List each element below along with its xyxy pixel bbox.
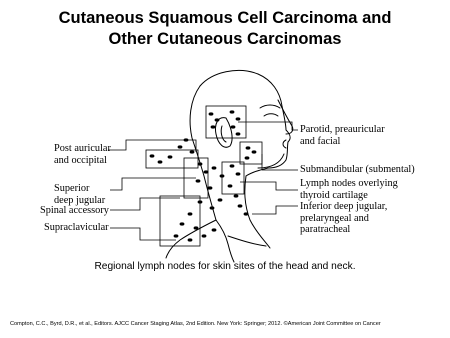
node (244, 212, 249, 215)
label-inferior-deep-jugular: Inferior deep jugular, prelaryngeal and paratracheal (300, 201, 388, 235)
node (236, 132, 241, 135)
node (252, 150, 257, 153)
node (210, 206, 215, 209)
title-line-2: Other Cutaneous Carcinomas (108, 30, 342, 48)
leader-spinal (110, 198, 180, 210)
node (188, 212, 193, 215)
node (234, 194, 239, 197)
node (230, 110, 235, 113)
label-post-auricular: Post auricular and occipital (54, 143, 111, 166)
clavicle (228, 236, 266, 246)
title-line-1: Cutaneous Squamous Cell Carcinoma and (58, 9, 392, 27)
node (211, 125, 216, 128)
node (246, 146, 251, 149)
figure-caption: Regional lymph nodes for skin sites of the head and neck. (94, 261, 356, 272)
node (178, 145, 183, 148)
lips (283, 140, 286, 148)
label-parotid: Parotid, preauricular and facial (300, 124, 385, 147)
node (150, 154, 155, 157)
node (230, 164, 235, 167)
box-submandibular (240, 142, 262, 164)
node (209, 112, 214, 115)
node (168, 155, 173, 158)
eyebrow (260, 105, 280, 108)
label-superior-deep-jugular: Superior deep jugular (54, 183, 106, 206)
node (158, 160, 163, 163)
ear (215, 118, 232, 148)
node (196, 179, 201, 182)
node (238, 204, 243, 207)
leader-lines (108, 106, 298, 246)
node (212, 166, 217, 169)
leader-supraclavicular (110, 228, 176, 240)
label-thyroid: Lymph nodes overlying thyroid cartilage (300, 178, 398, 201)
leader-thyroid (240, 182, 298, 190)
label-supraclavicular: Supraclavicular (44, 222, 109, 233)
node (180, 222, 185, 225)
node (194, 226, 199, 229)
head-outline (200, 70, 290, 176)
eye (264, 114, 278, 116)
label-submandibular: Submandibular (submental) (300, 164, 415, 175)
node (212, 228, 217, 231)
front-neck (245, 176, 270, 248)
node (215, 118, 220, 121)
node (202, 234, 207, 237)
leader-parotid (238, 122, 298, 130)
citation: Compton, C.C., Byrd, D.R., et al., Editors. AJCC Cancer Staging Atlas, 2nd Edition. New York: Springer; 2012. ©American Joint Committee on Cancer (10, 321, 381, 327)
node (174, 234, 179, 237)
node (228, 184, 233, 187)
node (231, 125, 236, 128)
node (190, 150, 195, 153)
node (245, 156, 250, 159)
lymph-nodes (150, 110, 257, 241)
node (236, 172, 241, 175)
leader-inferior (252, 206, 298, 214)
node (236, 117, 241, 120)
node (218, 198, 223, 201)
box-spinal (160, 196, 200, 246)
leader-superior (110, 178, 196, 190)
label-spinal-accessory: Spinal accessory (40, 205, 109, 216)
face-profile (278, 100, 293, 134)
node (188, 238, 193, 241)
